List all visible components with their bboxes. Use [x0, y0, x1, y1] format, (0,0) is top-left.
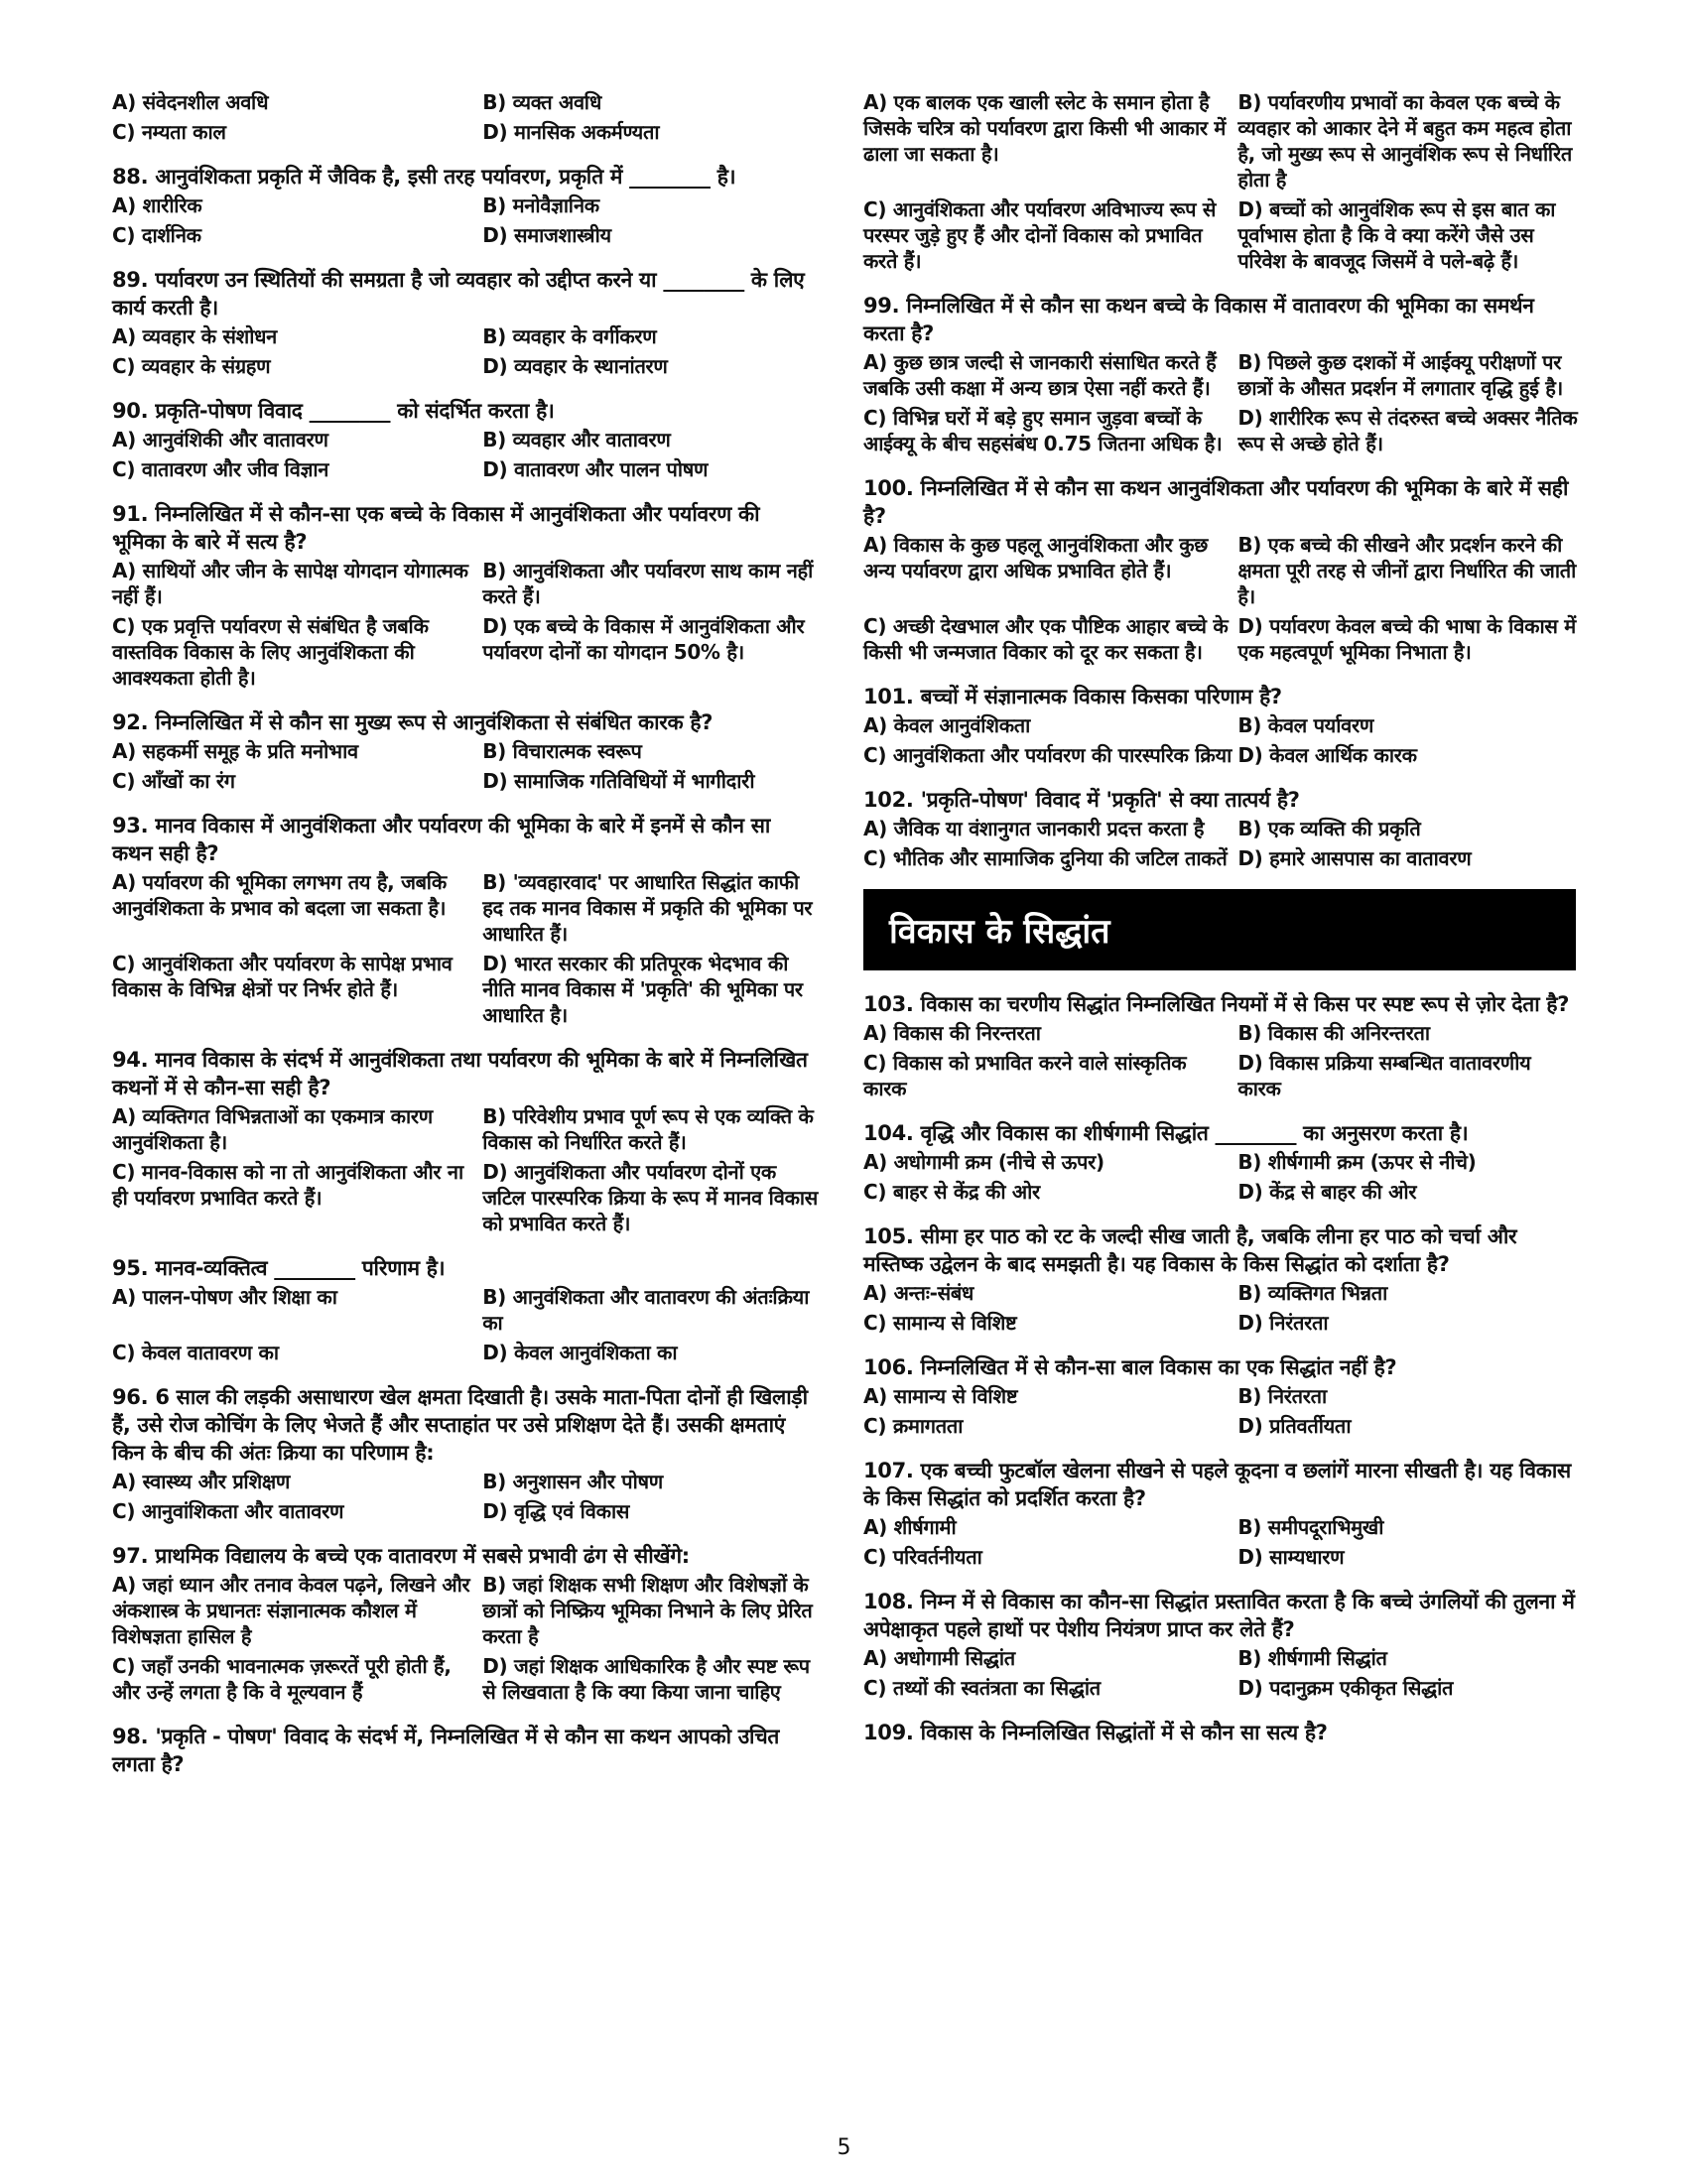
question-body: विकास का चरणीय सिद्धांत निम्नलिखित नियमों में से किस पर स्पष्ट रूप से ज़ोर देता है? [920, 992, 1570, 1016]
answer-option: C) आनुवांशिकता और वातावरण [112, 1499, 344, 1523]
answer-option: A) स्वास्थ्य और प्रशिक्षण [112, 1470, 291, 1493]
question-text [112, 163, 817, 191]
answer-option: C) विभिन्न घरों में बड़े हुए समान जुड़वा बच्चों के आईक्यू के बीच सहसंबंध 0.75 जितना अधिक है। [863, 406, 1223, 455]
answer-option: B) मनोवैज्ञानिक [482, 193, 599, 217]
answer-option: B) आनुवंशिकता और पर्यावरण साथ काम नहीं करते हैं। [482, 559, 814, 608]
answer-option: D) साम्यधारण [1237, 1545, 1345, 1569]
question-text [863, 1119, 1576, 1147]
answer-option: A) सामान्य से विशिष्ट [863, 1384, 1018, 1408]
question-number: 98. [112, 1725, 149, 1748]
answer-option: A) विकास की निरन्तरता [863, 1021, 1041, 1045]
question-number: 102. [863, 788, 914, 812]
answer-option: C) आनुवंशिकता और पर्यावरण की पारस्परिक क्रिया [863, 743, 1232, 767]
options-grid [112, 738, 817, 798]
question-body: 'प्रकृति - पोषण' विवाद के संदर्भ में, निम्नलिखित में से कौन सा कथन आपको उचित लगता है? [112, 1725, 780, 1776]
question-block [112, 500, 817, 695]
question-text [112, 1383, 817, 1467]
question-text [863, 1353, 1576, 1381]
answer-option: D) वातावरण और पालन पोषण [482, 457, 709, 481]
answer-option: B) एक व्यक्ति की प्रकृति [1237, 817, 1421, 840]
question-number: 93. [112, 814, 149, 837]
answer-option: D) व्यवहार के स्थानांतरण [482, 354, 668, 378]
answer-option: D) प्रतिवर्तीयता [1237, 1414, 1352, 1438]
question-body: वृद्धि और विकास का शीर्षगामी सिद्धांत ________ का अनुसरण करता है। [920, 1121, 1469, 1145]
question-body: बच्चों में संज्ञानात्मक विकास किसका परिणाम है? [920, 685, 1282, 708]
answer-option: C) आँखों का रंग [112, 769, 235, 793]
question-block [863, 292, 1576, 460]
answer-option: D) केवल आर्थिक कारक [1237, 743, 1417, 767]
right-column [863, 87, 1576, 1760]
question-number: 90. [112, 399, 149, 423]
answer-option: D) केंद्र से बाहर की ओर [1237, 1180, 1417, 1204]
question-body: मानव विकास के संदर्भ में आनुवंशिकता तथा पर्यावरण की भूमिका के बारे में निम्नलिखित कथनों में से कौन-सा सही है? [112, 1048, 808, 1099]
question-number: 94. [112, 1048, 149, 1072]
question-text [863, 474, 1576, 530]
answer-option: C) दार्शनिक [112, 223, 201, 247]
answer-option: D) समाजशास्त्रीय [482, 223, 611, 247]
question-number: 104. [863, 1121, 914, 1145]
question-text [863, 786, 1576, 814]
section-title: विकास के सिद्धांत [889, 912, 1110, 952]
options-grid [112, 193, 817, 252]
question-body: निम्नलिखित में से कौन-सा एक बच्चे के विकास में आनुवंशिकता और पर्यावरण की भूमिका के बारे में सत्य है? [112, 502, 760, 554]
question-block [112, 163, 817, 252]
answer-option: A) अन्तः-संबंध [863, 1281, 974, 1305]
question-number: 99. [863, 294, 900, 318]
options-grid [863, 1149, 1576, 1209]
question-number: 109. [863, 1721, 914, 1744]
answer-option: C) परिवर्तनीयता [863, 1545, 982, 1569]
answer-option: C) क्रमागतता [863, 1414, 964, 1438]
question-block [863, 1457, 1576, 1574]
answer-option: B) 'व्यवहारवाद' पर आधारित सिद्धांत काफी हद तक मानव विकास में प्रकृति की भूमिका पर आधारित हैं। [482, 870, 813, 946]
answer-option: A) कुछ छात्र जल्दी से जानकारी संसाधित करते हैं जबकि उसी कक्षा में अन्य छात्र ऐसा नहीं करते हैं। [863, 350, 1217, 400]
answer-option: B) आनुवंशिकता और वातावरण की अंतःक्रिया का [482, 1285, 810, 1335]
answer-option: C) भौतिक और सामाजिक दुनिया की जटिल ताकतें [863, 846, 1228, 870]
question-text [112, 1542, 817, 1570]
answer-option: A) अधोगामी सिद्धांत [863, 1646, 1015, 1670]
question-body: प्राथमिक विद्यालय के बच्चे एक वातावरण में सबसे प्रभावी ढंग से सीखेंगे: [155, 1544, 690, 1568]
answer-option: D) शारीरिक रूप से तंदरुस्त बच्चे अक्सर नैतिक रूप से अच्छे होते हैं। [1237, 406, 1578, 455]
question-body: निम्नलिखित में से कौन सा मुख्य रूप से आनुवंशिकता से संबंधित कारक है? [155, 710, 714, 734]
options-grid [863, 1645, 1576, 1705]
answer-option: C) आनुवंशिकता और पर्यावरण के सापेक्ष प्रभाव विकास के विभिन्न क्षेत्रों पर निर्भर होते हैं। [112, 952, 453, 1001]
question-block [112, 1542, 817, 1709]
question-body: निम्नलिखित में से कौन सा कथन बच्चे के विकास में वातावरण की भूमिका का समर्थन करता है? [863, 294, 1534, 345]
question-block [112, 708, 817, 798]
question-block [863, 1119, 1576, 1209]
question-body: पर्यावरण उन स्थितियों की समग्रता है जो व्यवहार को उद्दीप्त करने या ________ के लिए कार्य करती है। [112, 268, 805, 320]
answer-option: C) सामान्य से विशिष्ट [863, 1311, 1017, 1335]
question-text [112, 397, 817, 425]
question-body: निम्नलिखित में से कौन सा कथन आनुवंशिकता और पर्यावरण की भूमिका के बारे में सही है? [863, 476, 1569, 528]
options-grid [112, 323, 817, 383]
options-grid [112, 869, 817, 1032]
question-number: 100. [863, 476, 914, 500]
question-block [863, 990, 1576, 1105]
answer-option: B) व्यक्त अवधि [482, 90, 601, 114]
question-number: 105. [863, 1224, 914, 1248]
question-text [112, 266, 817, 321]
answer-option: C) नम्यता काल [112, 120, 226, 144]
left-column [112, 87, 817, 1792]
question-block [863, 89, 1576, 278]
question-block [112, 1383, 817, 1528]
question-body: प्रकृति-पोषण विवाद ________ को संदर्भित करता है। [155, 399, 555, 423]
answer-option: C) अच्छी देखभाल और एक पौष्टिक आहार बच्चे के किसी भी जन्मजात विकार को दूर कर सकता है। [863, 614, 1229, 664]
options-grid [863, 349, 1576, 460]
question-text [112, 1254, 817, 1282]
answer-option: D) निरंतरता [1237, 1311, 1329, 1335]
answer-option: D) आनुवंशिकता और पर्यावरण दोनों एक जटिल पारस्परिक क्रिया के रूप में मानव विकास को प्रभावित करते हैं। [482, 1160, 819, 1235]
question-body: 'प्रकृति-पोषण' विवाद में 'प्रकृति' से क्या तात्पर्य है? [920, 788, 1300, 812]
question-block [863, 474, 1576, 669]
answer-option: C) वातावरण और जीव विज्ञान [112, 457, 329, 481]
answer-option: D) हमारे आसपास का वातावरण [1237, 846, 1472, 870]
answer-option: C) तथ्यों की स्वतंत्रता का सिद्धांत [863, 1676, 1101, 1700]
question-body: मानव विकास में आनुवंशिकता और पर्यावरण की भूमिका के बारे में इनमें से कौन सा कथन सही है? [112, 814, 771, 865]
answer-option: C) बाहर से केंद्र की ओर [863, 1180, 1040, 1204]
answer-option: D) बच्चों को आनुवंशिक रूप से इस बात का पूर्वाभास होता है कि वे क्या करेंगे जैसे उस परिवेश के बावजूद जिसमें वे पले-बढ़े हैं। [1237, 197, 1556, 273]
question-text [863, 1222, 1576, 1278]
answer-option: D) पदानुक्रम एकीकृत सिद्धांत [1237, 1676, 1454, 1700]
question-text [863, 1457, 1576, 1512]
question-number: 107. [863, 1459, 914, 1482]
answer-option: B) विकास की अनिरन्तरता [1237, 1021, 1430, 1045]
answer-option: A) व्यक्तिगत विभिन्नताओं का एकमात्र कारण आनुवंशिकता है। [112, 1104, 433, 1154]
question-number: 96. [112, 1385, 149, 1409]
answer-option: A) विकास के कुछ पहलू आनुवंशिकता और कुछ अन्य पर्यावरण द्वारा अधिक प्रभावित होते हैं। [863, 533, 1208, 582]
answer-option: B) व्यवहार के वर्गीकरण [482, 324, 657, 348]
answer-option: A) आनुवंशिकी और वातावरण [112, 428, 328, 451]
answer-option: D) मानसिक अकर्मण्यता [482, 120, 660, 144]
options-grid [112, 1572, 817, 1709]
answer-option: A) साथियों और जीन के सापेक्ष योगदान योगात्मक नहीं हैं। [112, 559, 468, 608]
question-text [863, 292, 1576, 347]
answer-option: D) पर्यावरण केवल बच्चे की भाषा के विकास में एक महत्वपूर्ण भूमिका निभाता है। [1237, 614, 1576, 664]
options-grid [863, 1280, 1576, 1340]
question-number: 108. [863, 1590, 914, 1613]
answer-option: D) सामाजिक गतिविधियों में भागीदारी [482, 769, 755, 793]
answer-option: B) पिछले कुछ दशकों में आईक्यू परीक्षणों पर छात्रों के औसत प्रदर्शन में लगातार वृद्धि हुई है। [1237, 350, 1563, 400]
question-text [112, 812, 817, 867]
answer-option: A) अधोगामी क्रम (नीचे से ऊपर) [863, 1150, 1104, 1174]
options-grid [112, 89, 817, 149]
answer-option: D) जहां शिक्षक आधिकारिक है और स्पष्ट रूप से लिखवाता है कि क्या किया जाना चाहिए [482, 1654, 810, 1704]
right-column-bottom [863, 990, 1576, 1746]
options-grid [112, 558, 817, 695]
options-grid [863, 89, 1576, 278]
options-grid [863, 1514, 1576, 1574]
question-number: 97. [112, 1544, 149, 1568]
options-grid [112, 1103, 817, 1240]
question-block [112, 1254, 817, 1369]
question-text [112, 500, 817, 556]
answer-option: A) एक बालक एक खाली स्लेट के समान होता है जिसके चरित्र को पर्यावरण द्वारा किसी भी आकार में ढाला जा सकता है। [863, 90, 1227, 166]
question-body: सीमा हर पाठ को रट के जल्दी सीख जाती है, जबकि लीना हर पाठ को चर्चा और मस्तिष्क उद्वेलन के बाद समझती है। यह विकास के किस सिद्धांत को दर्शाता है? [863, 1224, 1517, 1276]
answer-option: A) शीर्षगामी [863, 1515, 957, 1539]
question-number: 89. [112, 268, 149, 292]
question-number: 92. [112, 710, 149, 734]
question-block [863, 1353, 1576, 1443]
answer-option: B) समीपदूराभिमुखी [1237, 1515, 1384, 1539]
answer-option: B) शीर्षगामी क्रम (ऊपर से नीचे) [1237, 1150, 1477, 1174]
answer-option: C) मानव-विकास को ना तो आनुवंशिकता और ना ही पर्यावरण प्रभावित करते हैं। [112, 1160, 463, 1210]
right-column-top [863, 89, 1576, 875]
answer-option: C) आनुवंशिकता और पर्यावरण अविभाज्य रूप से परस्पर जुड़े हुए हैं और दोनों विकास को प्रभावित करते हैं। [863, 197, 1217, 273]
answer-option: D) भारत सरकार की प्रतिपूरक भेदभाव की नीति मानव विकास में 'प्रकृति' की भूमिका पर आधारित है। [482, 952, 803, 1027]
question-number: 88. [112, 165, 149, 189]
answer-option: C) विकास को प्रभावित करने वाले सांस्कृतिक कारक [863, 1051, 1187, 1100]
answer-option: A) व्यवहार के संशोधन [112, 324, 277, 348]
question-text [863, 1588, 1576, 1643]
answer-option: D) केवल आनुवंशिकता का [482, 1341, 678, 1364]
answer-option: C) जहाँ उनकी भावनात्मक ज़रूरतें पूरी होती हैं, और उन्हें लगता है कि वे मूल्यवान हैं [112, 1654, 452, 1704]
options-grid [112, 1284, 817, 1369]
question-number: 91. [112, 502, 149, 526]
answer-option: D) वृद्धि एवं विकास [482, 1499, 630, 1523]
answer-option: A) सहकर्मी समूह के प्रति मनोभाव [112, 739, 358, 763]
question-body: निम्न में से विकास का कौन-सा सिद्धांत प्रस्तावित करता है कि बच्चे उंगलियों की तुलना में अपेक्षाकृत पहले हाथों पर पेशीय नियंत्रण प्राप्त कर लेते हैं? [863, 1590, 1575, 1641]
question-body: विकास के निम्नलिखित सिद्धांतों में से कौन सा सत्य है? [920, 1721, 1328, 1744]
page-number: 5 [837, 2135, 851, 2160]
question-block [112, 89, 817, 149]
question-block [863, 683, 1576, 772]
answer-option: C) एक प्रवृत्ति पर्यावरण से संबंधित है जबकि वास्तविक विकास के लिए आनुवंशिकता की आवश्यकता होती है। [112, 614, 429, 690]
answer-option: A) जहां ध्यान और तनाव केवल पढ़ने, लिखने और अंकशास्त्र के प्रधानतः संज्ञानात्मक कौशल में विशेषज्ञता हासिल है [112, 1573, 470, 1648]
section-banner [863, 889, 1576, 970]
question-block [863, 1588, 1576, 1705]
answer-option: B) निरंतरता [1237, 1384, 1327, 1408]
answer-option: B) परिवेशीय प्रभाव पूर्ण रूप से एक व्यक्ति के विकास को निर्धारित करते हैं। [482, 1104, 814, 1154]
options-grid [112, 427, 817, 486]
options-grid [863, 712, 1576, 772]
question-block [112, 266, 817, 383]
question-text [863, 683, 1576, 710]
question-text [112, 1723, 817, 1778]
question-number: 103. [863, 992, 914, 1016]
answer-option: A) पर्यावरण की भूमिका लगभग तय है, जबकि आनुवंशिकता के प्रभाव को बदला जा सकता है। [112, 870, 447, 920]
question-body: एक बच्ची फुटबॉल खेलना सीखने से पहले कूदना व छलांगें मारना सीखती है। यह विकास के किस सिद्धांत को प्रदर्शित करता है? [863, 1459, 1571, 1510]
answer-option: B) व्यक्तिगत भिन्नता [1237, 1281, 1387, 1305]
answer-option: A) शारीरिक [112, 193, 202, 217]
options-grid [863, 1383, 1576, 1443]
answer-option: C) केवल वातावरण का [112, 1341, 279, 1364]
question-text [112, 708, 817, 736]
options-grid [112, 1469, 817, 1528]
options-grid [863, 532, 1576, 669]
answer-option: B) एक बच्चे की सीखने और प्रदर्शन करने की क्षमता पूरी तरह से जीनों द्वारा निर्धारित की जाती है। [1237, 533, 1576, 608]
question-block [863, 786, 1576, 875]
question-block [863, 1719, 1576, 1746]
question-number: 106. [863, 1355, 914, 1379]
answer-option: C) व्यवहार के संग्रहण [112, 354, 271, 378]
answer-option: B) विचारात्मक स्वरूप [482, 739, 642, 763]
answer-option: D) एक बच्चे के विकास में आनुवंशिकता और पर्यावरण दोनों का योगदान 50% है। [482, 614, 805, 664]
question-block [863, 1222, 1576, 1340]
question-number: 95. [112, 1256, 149, 1280]
answer-option: B) अनुशासन और पोषण [482, 1470, 663, 1493]
question-body: मानव-व्यक्तित्व ________ परिणाम है। [155, 1256, 446, 1280]
answer-option: A) संवेदनशील अवधि [112, 90, 269, 114]
question-block [112, 397, 817, 486]
question-block [112, 1046, 817, 1240]
answer-option: A) केवल आनुवंशिकता [863, 713, 1031, 737]
options-grid [863, 816, 1576, 875]
answer-option: B) शीर्षगामी सिद्धांत [1237, 1646, 1387, 1670]
answer-option: B) व्यवहार और वातावरण [482, 428, 671, 451]
question-text [863, 990, 1576, 1018]
answer-option: A) जैविक या वंशानुगत जानकारी प्रदत्त करता है [863, 817, 1205, 840]
question-text [112, 1046, 817, 1101]
question-body: निम्नलिखित में से कौन-सा बाल विकास का एक सिद्धांत नहीं है? [920, 1355, 1397, 1379]
question-text [863, 1719, 1576, 1746]
question-number: 101. [863, 685, 914, 708]
question-body: आनुवंशिकता प्रकृति में जैविक है, इसी तरह पर्यावरण, प्रकृति में ________ है। [155, 165, 736, 189]
answer-option: B) जहां शिक्षक सभी शिक्षण और विशेषज्ञों के छात्रों को निष्क्रिय भूमिका निभाने के लिए प्रेरित करता है [482, 1573, 813, 1648]
question-body: 6 साल की लड़की असाधारण खेल क्षमता दिखाती है। उसके माता-पिता दोनों ही खिलाड़ी हैं, उसे रोज कोचिंग के लिए भेजते हैं और सप्ताहांत पर उसे प्रशिक्षण देते हैं। उसकी क्षमताएं किन के बीच की अंतः क्रिया का परिणाम है: [112, 1385, 808, 1465]
question-block [112, 812, 817, 1032]
options-grid [863, 1020, 1576, 1105]
answer-option: D) विकास प्रक्रिया सम्बन्धित वातावरणीय कारक [1237, 1051, 1531, 1100]
answer-option: A) पालन-पोषण और शिक्षा का [112, 1285, 337, 1309]
answer-option: B) पर्यावरणीय प्रभावों का केवल एक बच्चे के व्यवहार को आकार देने में बहुत कम महत्व होता है, जो मुख्य रूप से आनुवंशिक रूप से निर्धारित होता है [1237, 90, 1573, 192]
question-block [112, 1723, 817, 1778]
answer-option: B) केवल पर्यावरण [1237, 713, 1374, 737]
